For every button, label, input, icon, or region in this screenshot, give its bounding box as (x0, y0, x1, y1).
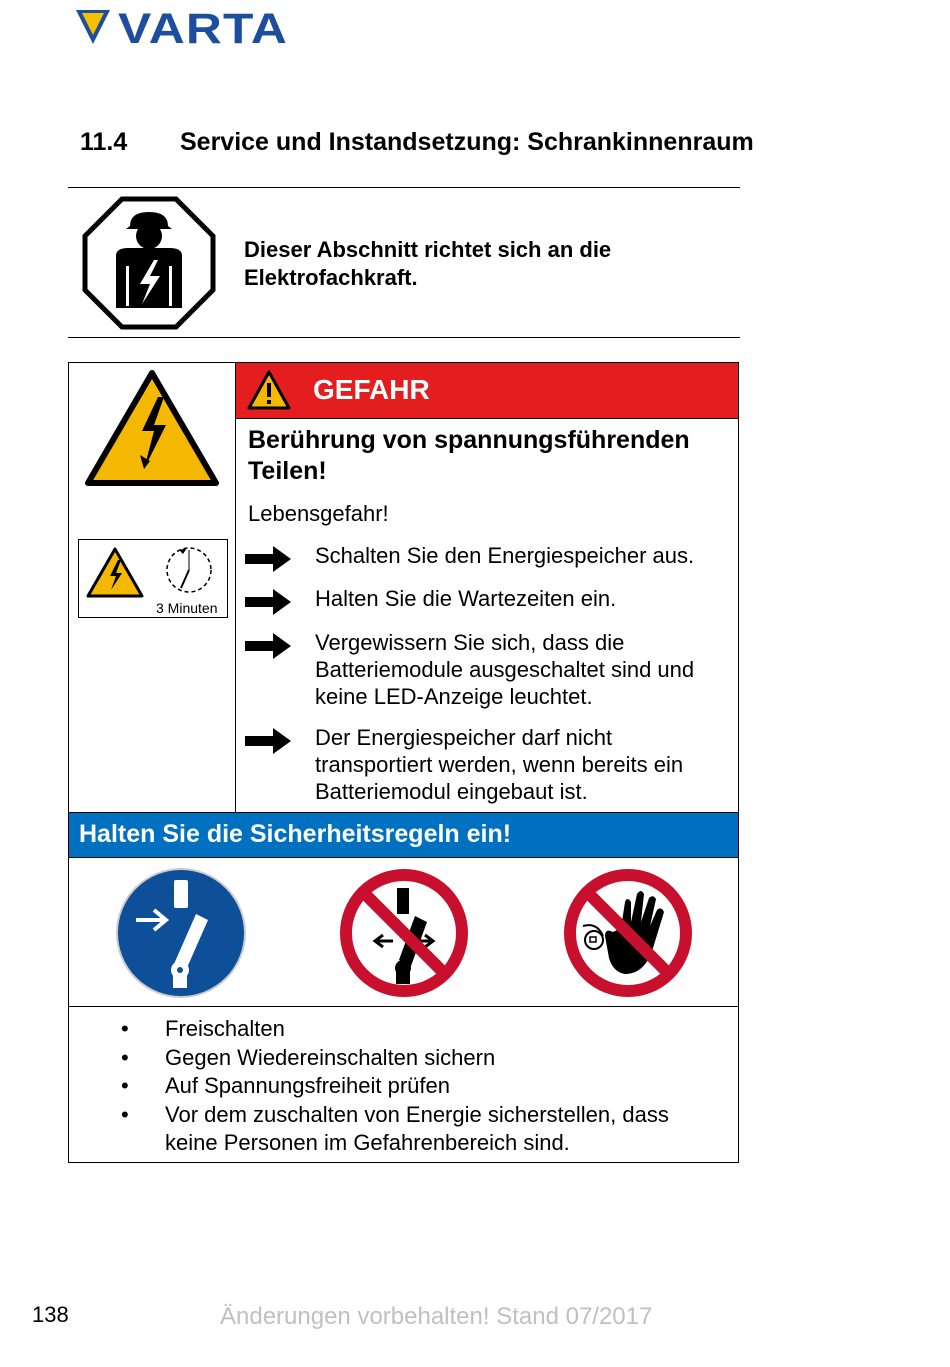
disconnect-mandatory-icon (114, 866, 248, 1000)
wait-time-label: 3 Minuten (156, 600, 218, 616)
varta-logo (76, 6, 290, 46)
danger-notice (68, 362, 739, 1163)
bullet: • (121, 1073, 129, 1098)
arrow-right-icon (245, 728, 291, 754)
bullet: • (121, 1016, 129, 1041)
safety-rules-list (69, 1015, 738, 1158)
section-title: Service und Instandsetzung: Schrankinnenraum (180, 128, 754, 156)
bullet: • (121, 1044, 129, 1070)
danger-header (236, 363, 738, 419)
danger-label: GEFAHR (313, 374, 430, 405)
bullet: • (121, 1101, 129, 1127)
page-number: 138 (32, 1302, 69, 1327)
list-item (69, 1101, 725, 1158)
no-access-icon (561, 866, 695, 1000)
divider-bottom (68, 337, 740, 338)
safety-signs-row (69, 858, 738, 1007)
divider-top (68, 187, 740, 188)
rule-text: Freischalten (165, 1016, 285, 1041)
arrow-right-icon (245, 633, 291, 659)
qualification-text: Dieser Abschnitt richtet sich an die Elektrofachkraft. (244, 237, 612, 290)
footer-note: Änderungen vorbehalten! Stand 07/2017 (220, 1303, 653, 1330)
safety-rules-bar (69, 812, 738, 858)
safety-rules-title: Halten Sie die Sicherheitsregeln ein! (79, 820, 512, 848)
electrician-qualified-icon (82, 196, 216, 330)
danger-icon-column (69, 363, 236, 812)
danger-title: Berührung von spannungsführenden Teilen! (248, 426, 690, 485)
timer-icon (163, 544, 215, 596)
danger-step-text: Der Energiespeicher darf nicht transportiert werden, wenn bereits ein Batteriemodul eingebaut ist. (315, 725, 684, 804)
danger-subtitle: Lebensgefahr! (248, 501, 389, 526)
warning-triangle-icon (246, 369, 292, 411)
arrow-right-icon (245, 546, 291, 572)
arrow-right-icon (245, 589, 291, 615)
rule-text: Vor dem zuschalten von Energie sicherstellen, dass keine Personen im Gefahrenbereich sind. (165, 1101, 669, 1155)
rule-text: Auf Spannungsfreiheit prüfen (165, 1073, 450, 1098)
danger-step-text: Schalten Sie den Energiespeicher aus. (315, 543, 695, 568)
list-item (69, 1044, 725, 1073)
list-item (69, 1072, 725, 1101)
section-number: 11.4 (80, 128, 128, 156)
list-item (69, 1015, 725, 1044)
high-voltage-small-icon (85, 546, 145, 600)
do-not-switch-on-icon (337, 866, 471, 1000)
danger-step-text: Halten Sie die Wartezeiten ein. (315, 586, 617, 611)
high-voltage-warning-icon (84, 369, 220, 489)
rule-text: Gegen Wiedereinschalten sichern (165, 1044, 496, 1070)
wait-time-sign (78, 539, 228, 618)
danger-step-text: Vergewissern Sie sich, dass die Batteriemodule ausgeschaltet sind und keine LED-Anzeige leuchtet. (315, 630, 695, 709)
section-heading (80, 128, 754, 157)
svg-text:VARTA: VARTA (118, 6, 288, 46)
